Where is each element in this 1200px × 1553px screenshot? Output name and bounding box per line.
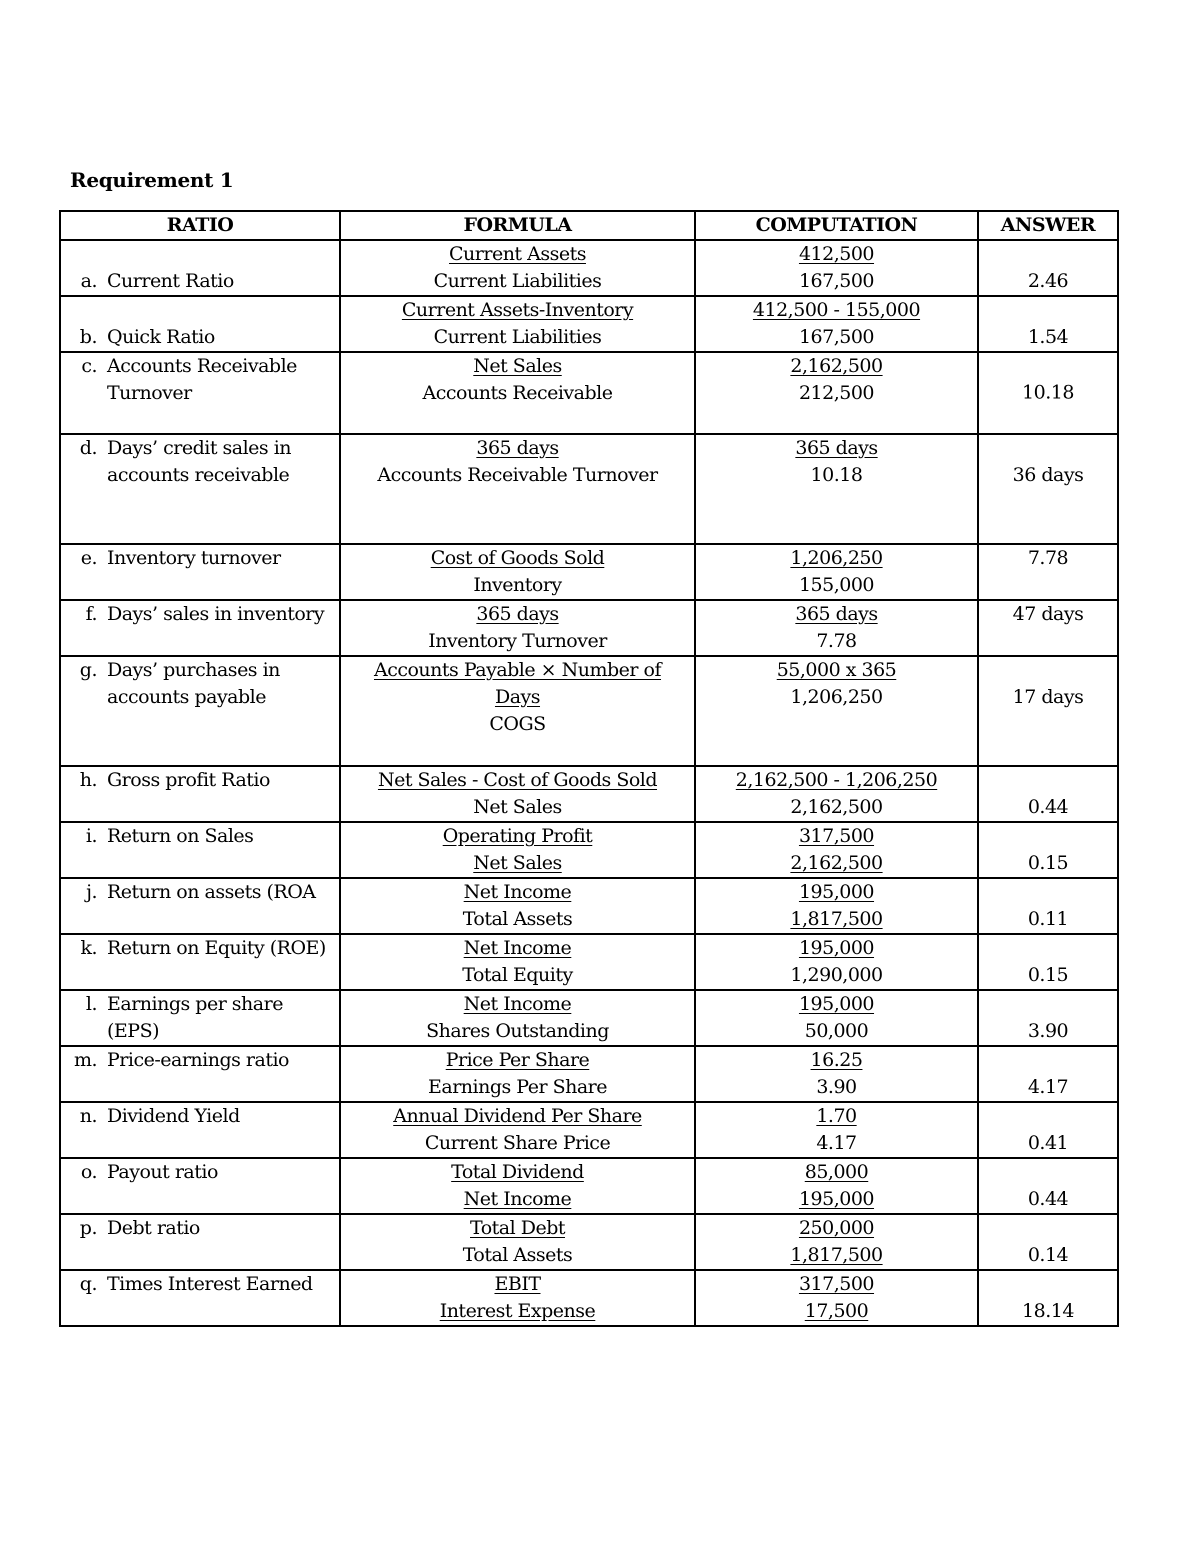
formula-line: Annual Dividend Per Share [393, 1105, 642, 1127]
formula-line: EBIT [494, 1273, 541, 1295]
ratio-name: Days’ purchases in accounts payable [107, 659, 280, 708]
formula-line: Net Sales - Cost of Goods Sold [377, 769, 658, 791]
formula-line: Inventory [473, 574, 562, 596]
ratio-cell [60, 990, 340, 1046]
formula-line: Total Debt [470, 1217, 565, 1239]
table-row [60, 434, 1118, 544]
table-row [60, 1158, 1118, 1214]
formula-line: Current Assets [449, 243, 586, 265]
formula-line: Total Assets [462, 1244, 573, 1266]
answer-cell [978, 1046, 1118, 1102]
ratio-letter: o. [80, 1161, 97, 1183]
formula-line: Total Equity [462, 964, 573, 986]
ratio-cell [60, 1046, 340, 1102]
computation-line: 2,162,500 [790, 852, 883, 874]
table-row [60, 1214, 1118, 1270]
computation-line: 167,500 [798, 270, 875, 292]
ratio-cell [60, 822, 340, 878]
table-row [60, 600, 1118, 656]
formula-cell [340, 1046, 695, 1102]
ratio-name: Price-earnings ratio [107, 1049, 289, 1071]
formula-line: Net Sales [473, 852, 562, 874]
formula-cell [340, 1214, 695, 1270]
ratio-name: Days’ credit sales in accounts receivable [107, 437, 292, 486]
table-row [60, 656, 1118, 766]
formula-cell [340, 878, 695, 934]
computation-cell [695, 878, 978, 934]
formula-line: Days [494, 686, 541, 708]
ratio-name: Return on assets (ROA [107, 881, 316, 903]
formula-line: Net Income [463, 937, 572, 959]
formula-cell [340, 1158, 695, 1214]
answer-value: 47 days [1012, 603, 1084, 625]
ratio-name: Earnings per share (EPS) [107, 993, 283, 1042]
ratio-cell [60, 1214, 340, 1270]
ratio-name: Accounts Receivable Turnover [107, 355, 297, 404]
formula-cell [340, 766, 695, 822]
table-body [60, 240, 1118, 1326]
formula-line: COGS [489, 713, 546, 735]
computation-line: 412,500 - 155,000 [752, 299, 921, 321]
ratio-name: Current Ratio [107, 270, 234, 292]
computation-line: 3.90 [816, 1076, 857, 1098]
computation-cell [695, 990, 978, 1046]
computation-cell [695, 934, 978, 990]
ratio-cell [60, 656, 340, 766]
ratio-name: Debt ratio [107, 1217, 200, 1239]
table-row [60, 990, 1118, 1046]
formula-cell [340, 656, 695, 766]
formula-line: 365 days [476, 437, 559, 459]
computation-line: 250,000 [798, 1217, 875, 1239]
table-row [60, 766, 1118, 822]
formula-line: Total Dividend [451, 1161, 584, 1183]
answer-value: 10.18 [1022, 381, 1074, 404]
formula-line: Net Income [463, 881, 572, 903]
computation-cell [695, 1046, 978, 1102]
computation-line: 1,817,500 [790, 1244, 883, 1266]
computation-line: 2,162,500 [790, 796, 883, 818]
table-row [60, 822, 1118, 878]
ratio-cell [60, 296, 340, 352]
computation-line: 365 days [795, 603, 878, 625]
computation-line: 55,000 x 365 [776, 659, 897, 681]
formula-line: Net Income [463, 1188, 572, 1210]
computation-cell [695, 766, 978, 822]
formula-line: Operating Profit [442, 825, 593, 847]
ratio-cell [60, 1270, 340, 1326]
formula-cell [340, 600, 695, 656]
answer-cell [978, 1214, 1118, 1270]
computation-cell [695, 1158, 978, 1214]
answer-value: 0.15 [1027, 964, 1069, 986]
computation-line: 10.18 [810, 464, 863, 486]
formula-line: Net Income [463, 993, 572, 1015]
computation-line: 4.17 [816, 1132, 857, 1154]
computation-line: 195,000 [798, 937, 875, 959]
formula-line: 365 days [476, 603, 559, 625]
ratio-cell [60, 1158, 340, 1214]
computation-line: 212,500 [798, 382, 875, 404]
answer-cell [978, 878, 1118, 934]
formula-cell [340, 352, 695, 434]
ratio-letter: e. [80, 547, 97, 569]
answer-value: 2.46 [1027, 270, 1069, 292]
table-row [60, 1046, 1118, 1102]
ratio-name: Payout ratio [107, 1161, 218, 1183]
computation-line: 1.70 [816, 1105, 857, 1127]
formula-line: Cost of Goods Sold [430, 547, 605, 569]
formula-line: Net Sales [473, 796, 562, 818]
formula-line: Shares Outstanding [426, 1020, 609, 1042]
answer-value: 0.15 [1027, 852, 1069, 874]
header-formula: FORMULA [340, 211, 695, 240]
computation-line: 2,162,500 - 1,206,250 [735, 769, 938, 791]
formula-cell [340, 990, 695, 1046]
answer-cell [978, 352, 1118, 434]
formula-cell [340, 822, 695, 878]
computation-line: 2,162,500 [790, 355, 883, 377]
ratio-letter: h. [79, 769, 97, 791]
page-heading: Requirement 1 [70, 168, 234, 192]
ratio-name: Inventory turnover [107, 547, 281, 569]
answer-value: 0.41 [1027, 1132, 1069, 1154]
ratio-letter: c. [81, 355, 97, 377]
ratio-table [59, 210, 1119, 1327]
answer-cell [978, 1158, 1118, 1214]
formula-cell [340, 434, 695, 544]
ratio-cell [60, 434, 340, 544]
formula-line: Current Liabilities [433, 270, 602, 292]
formula-line: Net Sales [473, 355, 562, 377]
ratio-letter: a. [80, 270, 97, 292]
formula-line: Current Liabilities [433, 326, 602, 348]
ratio-name: Return on Sales [107, 825, 254, 847]
computation-cell [695, 600, 978, 656]
computation-line: 317,500 [798, 1273, 875, 1295]
formula-line: Interest Expense [439, 1300, 596, 1322]
formula-cell [340, 296, 695, 352]
answer-cell [978, 766, 1118, 822]
computation-line: 85,000 [804, 1161, 869, 1183]
formula-cell [340, 934, 695, 990]
formula-line: Earnings Per Share [428, 1076, 607, 1098]
ratio-letter: n. [79, 1105, 97, 1127]
computation-line: 317,500 [798, 825, 875, 847]
ratio-letter: f. [85, 603, 97, 625]
formula-line: Inventory Turnover [428, 630, 607, 652]
table-row [60, 1102, 1118, 1158]
table-row [60, 934, 1118, 990]
table-row [60, 1270, 1118, 1326]
answer-value: 0.44 [1027, 796, 1069, 818]
formula-line: Accounts Receivable [422, 382, 613, 404]
formula-cell [340, 240, 695, 296]
answer-cell [978, 1270, 1118, 1326]
computation-line: 50,000 [804, 1020, 869, 1042]
formula-cell [340, 1102, 695, 1158]
answer-cell [978, 240, 1118, 296]
ratio-cell [60, 766, 340, 822]
ratio-name: Days’ sales in inventory [107, 603, 325, 625]
answer-value: 4.17 [1027, 1076, 1069, 1098]
formula-line: Current Assets-Inventory [401, 299, 634, 321]
answer-cell [978, 1102, 1118, 1158]
formula-line: Price Per Share [445, 1049, 590, 1071]
computation-line: 1,206,250 [790, 686, 883, 708]
ratio-cell [60, 240, 340, 296]
formula-cell [340, 1270, 695, 1326]
table-row [60, 240, 1118, 296]
computation-line: 1,290,000 [790, 964, 883, 986]
computation-line: 195,000 [798, 993, 875, 1015]
ratio-name: Return on Equity (ROE) [107, 937, 326, 959]
answer-cell [978, 434, 1118, 544]
header-ratio: RATIO [60, 211, 340, 240]
formula-cell [340, 544, 695, 600]
ratio-cell [60, 600, 340, 656]
answer-cell [978, 600, 1118, 656]
computation-line: 7.78 [816, 630, 857, 652]
ratio-letter: g. [79, 659, 97, 681]
ratio-letter: d. [79, 437, 97, 459]
computation-line: 155,000 [798, 574, 875, 596]
ratio-letter: b. [79, 326, 97, 348]
ratio-letter: j. [86, 881, 97, 903]
ratio-letter: m. [73, 1049, 97, 1071]
answer-value: 7.78 [1027, 547, 1069, 569]
computation-cell [695, 1214, 978, 1270]
answer-value: 3.90 [1027, 1020, 1069, 1042]
formula-line: Accounts Receivable Turnover [377, 464, 658, 486]
ratio-cell [60, 1102, 340, 1158]
computation-cell [695, 352, 978, 434]
table-header-row [60, 211, 1118, 240]
answer-value: 0.11 [1027, 908, 1069, 930]
computation-line: 167,500 [798, 326, 875, 348]
ratio-name: Quick Ratio [107, 326, 215, 348]
ratio-name: Dividend Yield [107, 1105, 240, 1127]
answer-cell [978, 990, 1118, 1046]
ratio-letter: i. [85, 825, 97, 847]
ratio-letter: k. [80, 937, 97, 959]
answer-value: 17 days [1012, 686, 1084, 708]
table-row [60, 544, 1118, 600]
ratio-letter: p. [79, 1217, 97, 1239]
formula-line: Accounts Payable × Number of [373, 659, 662, 681]
table-row [60, 878, 1118, 934]
answer-value: 0.44 [1027, 1188, 1069, 1210]
answer-value: 0.14 [1027, 1244, 1069, 1266]
computation-line: 195,000 [798, 1188, 875, 1210]
answer-cell [978, 656, 1118, 766]
answer-cell [978, 822, 1118, 878]
computation-cell [695, 434, 978, 544]
answer-cell [978, 934, 1118, 990]
computation-cell [695, 1270, 978, 1326]
ratio-letter: l. [85, 993, 97, 1015]
answer-value: 1.54 [1027, 326, 1069, 348]
ratio-letter: q. [79, 1273, 97, 1295]
formula-line: Current Share Price [424, 1132, 611, 1154]
table-row [60, 352, 1118, 434]
answer-cell [978, 296, 1118, 352]
computation-line: 1,817,500 [790, 908, 883, 930]
ratio-cell [60, 934, 340, 990]
header-answer: ANSWER [978, 211, 1118, 240]
computation-cell [695, 296, 978, 352]
computation-line: 412,500 [798, 243, 875, 265]
ratio-name: Times Interest Earned [107, 1273, 313, 1295]
computation-cell [695, 656, 978, 766]
computation-cell [695, 822, 978, 878]
computation-cell [695, 1102, 978, 1158]
computation-cell [695, 544, 978, 600]
table-row [60, 296, 1118, 352]
computation-line: 16.25 [810, 1049, 863, 1071]
answer-cell [978, 544, 1118, 600]
computation-line: 365 days [795, 437, 878, 459]
computation-line: 1,206,250 [790, 547, 883, 569]
ratio-name: Gross profit Ratio [107, 769, 270, 791]
answer-value: 36 days [1012, 464, 1084, 486]
formula-line: Total Assets [462, 908, 573, 930]
computation-line: 195,000 [798, 881, 875, 903]
computation-cell [695, 240, 978, 296]
ratio-cell [60, 544, 340, 600]
answer-value: 18.14 [1022, 1300, 1074, 1322]
ratio-cell [60, 352, 340, 434]
computation-line: 17,500 [804, 1300, 869, 1322]
ratio-cell [60, 878, 340, 934]
header-computation: COMPUTATION [695, 211, 978, 240]
